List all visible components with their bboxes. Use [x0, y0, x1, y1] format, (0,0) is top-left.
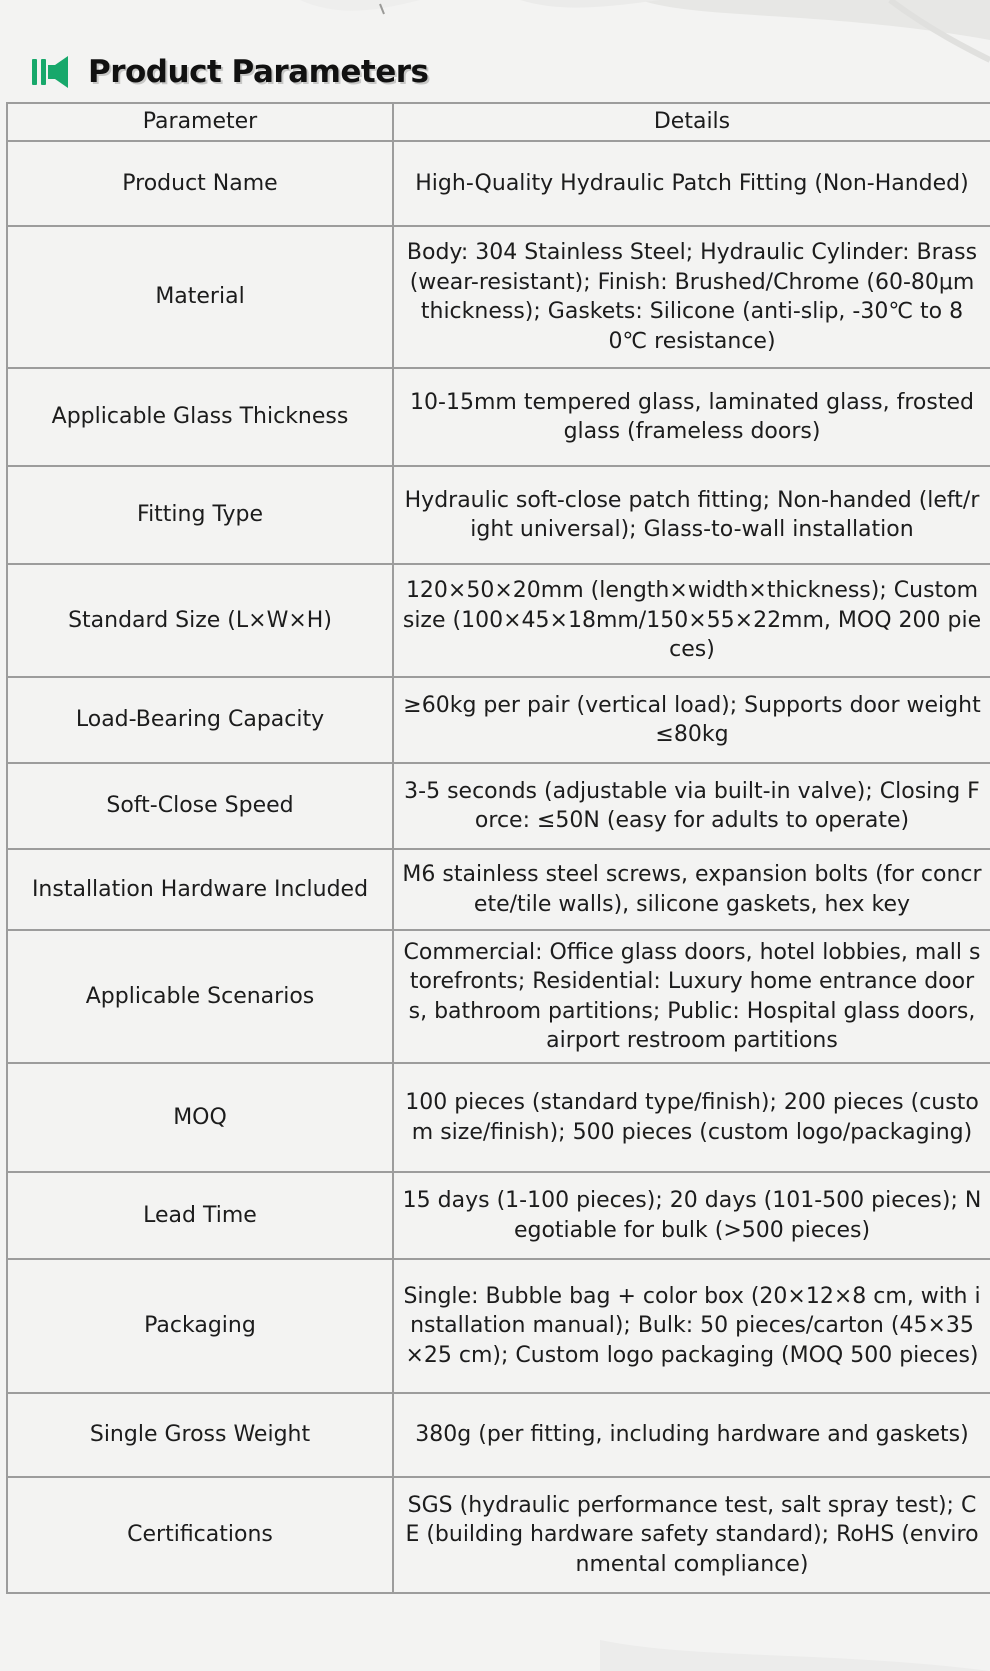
table-row	[7, 1063, 990, 1172]
table-header-row	[7, 103, 990, 141]
parameter-cell: Lead Time	[7, 1172, 393, 1259]
table-row	[7, 466, 990, 564]
details-cell: Hydraulic soft-close patch fitting; Non-handed (left/right universal); Glass-to-wall installation	[393, 466, 990, 564]
table-row	[7, 1259, 990, 1393]
column-header-details: Details	[393, 103, 990, 141]
table-row	[7, 677, 990, 763]
parameter-cell: Packaging	[7, 1259, 393, 1393]
details-cell: 120×50×20mm (length×width×thickness); Custom size (100×45×18mm/150×55×22mm, MOQ 200 pieces)	[393, 564, 990, 677]
table-row	[7, 226, 990, 368]
details-cell: SGS (hydraulic performance test, salt spray test); CE (building hardware safety standard); RoHS (environmental compliance)	[393, 1477, 990, 1593]
parameter-cell: Load-Bearing Capacity	[7, 677, 393, 763]
details-cell: M6 stainless steel screws, expansion bolts (for concrete/tile walls), silicone gaskets, hex key	[393, 849, 990, 930]
table-row	[7, 368, 990, 466]
parameter-cell: Soft-Close Speed	[7, 763, 393, 849]
parameters-table	[6, 102, 990, 1594]
table-row	[7, 141, 990, 226]
details-cell: 10-15mm tempered glass, laminated glass, frosted glass (frameless doors)	[393, 368, 990, 466]
table-row	[7, 930, 990, 1063]
table-row	[7, 564, 990, 677]
parameter-cell: Material	[7, 226, 393, 368]
details-cell: 380g (per fitting, including hardware and gaskets)	[393, 1393, 990, 1477]
parameter-cell: Applicable Glass Thickness	[7, 368, 393, 466]
details-cell: Commercial: Office glass doors, hotel lobbies, mall storefronts; Residential: Luxury home entrance doors, bathroom partitions; Public: Hospital glass doors, airport restroom partitions	[393, 930, 990, 1063]
table-row	[7, 1477, 990, 1593]
parameter-cell: Fitting Type	[7, 466, 393, 564]
parameter-cell: Single Gross Weight	[7, 1393, 393, 1477]
table-row	[7, 763, 990, 849]
table-row	[7, 1172, 990, 1259]
parameter-cell: MOQ	[7, 1063, 393, 1172]
details-cell: Body: 304 Stainless Steel; Hydraulic Cylinder: Brass (wear-resistant); Finish: Brushed/Chrome (60-80μm thickness); Gaskets: Silicone (anti-slip, -30℃ to 80℃ resistance)	[393, 226, 990, 368]
details-cell: Single: Bubble bag + color box (20×12×8 cm, with installation manual); Bulk: 50 pieces/carton (45×35×25 cm); Custom logo packaging (MOQ 500 pieces)	[393, 1259, 990, 1393]
details-cell: 100 pieces (standard type/finish); 200 pieces (custom size/finish); 500 pieces (custom logo/packaging)	[393, 1063, 990, 1172]
table-row	[7, 1393, 990, 1477]
column-header-parameter: Parameter	[7, 103, 393, 141]
table-row	[7, 849, 990, 930]
details-cell: High-Quality Hydraulic Patch Fitting (Non-Handed)	[393, 141, 990, 226]
page-title: Product Parameters	[88, 54, 429, 90]
details-cell: 15 days (1-100 pieces); 20 days (101-500 pieces); Negotiable for bulk (>500 pieces)	[393, 1172, 990, 1259]
section-header	[32, 48, 428, 96]
parameter-cell: Installation Hardware Included	[7, 849, 393, 930]
parameter-cell: Certifications	[7, 1477, 393, 1593]
details-cell: 3-5 seconds (adjustable via built-in valve); Closing Force: ≤50N (easy for adults to operate)	[393, 763, 990, 849]
details-cell: ≥60kg per pair (vertical load); Supports door weight ≤80kg	[393, 677, 990, 763]
parameter-cell: Product Name	[7, 141, 393, 226]
parameter-cell: Applicable Scenarios	[7, 930, 393, 1063]
parameter-cell: Standard Size (L×W×H)	[7, 564, 393, 677]
speaker-icon	[32, 54, 76, 90]
